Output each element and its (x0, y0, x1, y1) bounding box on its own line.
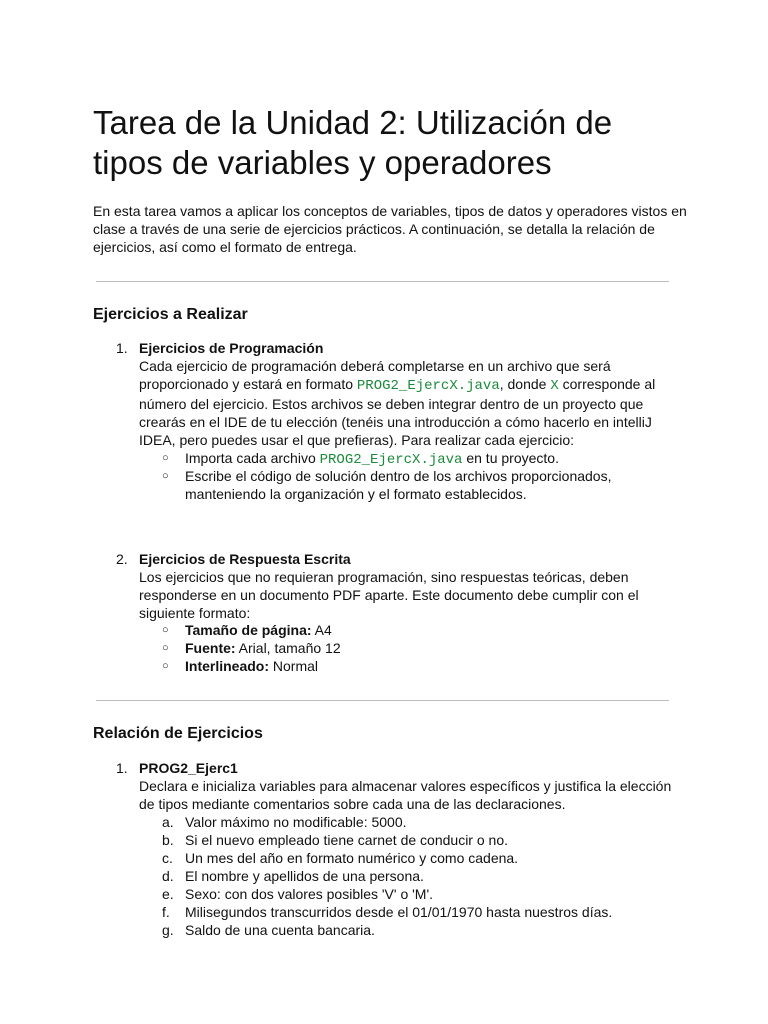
format-label: Tamaño de página: (185, 622, 312, 638)
list-item-programacion (139, 339, 679, 449)
title-line-1: Tarea de la Unidad 2: Utilización de (93, 104, 613, 141)
item-title: PROG2_Ejerc1 (139, 760, 238, 776)
section-heading-relacion: Relación de Ejercicios (93, 725, 263, 742)
format-value: A4 (311, 622, 332, 638)
format-line-spacing (185, 657, 685, 675)
list-letter: e. (162, 886, 174, 902)
item-title: Ejercicios de Programación (139, 340, 324, 356)
hollow-circle-bullet-icon: ○ (162, 624, 169, 636)
code-x: X (550, 378, 559, 394)
horizontal-rule (96, 700, 669, 701)
code-filename: PROG2_EjercX.java (356, 378, 500, 394)
item-text: Los ejercicios que no requieran programación, sino respuestas teóricas, deben responderse en un documento PDF aparte. Este documento debe cumplir con el siguiente formato: (139, 569, 639, 621)
list-item: El nombre y apellidos de una persona. (185, 868, 424, 884)
list-letter: g. (162, 922, 174, 938)
item-text: corresponde al número del ejercicio. Estos archivos se deben integrar dentro de un proyecto que crearás en el IDE de tu elección (tenéis una introducción a cómo hacerlo en intelliJ IDEA, pero puedes usar el que prefieras). Para realizar cada ejercicio: (139, 376, 656, 448)
list-number: 2. (116, 551, 128, 567)
format-font (185, 639, 685, 657)
list-letter: c. (162, 850, 173, 866)
list-item: Valor máximo no modificable: 5000. (185, 814, 407, 830)
section-heading-ejercicios: Ejercicios a Realizar (93, 306, 248, 323)
format-page-size (185, 621, 685, 639)
bullet-text: Importa cada archivo (185, 450, 320, 466)
list-letter: a. (162, 814, 174, 830)
title-line-2: tipos de variables y operadores (93, 144, 552, 181)
intro-paragraph: En esta tarea vamos a aplicar los conceptos de variables, tipos de datos y operadores vistos en clase a través de una serie de ejercicios prácticos. A continuación, se detalla la relación de ejercicios, así como el formato de entrega. (93, 203, 687, 255)
list-number: 1. (116, 340, 128, 356)
hollow-circle-bullet-icon: ○ (162, 470, 169, 482)
bullet-text: en tu proyecto. (462, 450, 559, 466)
format-label: Interlineado: (185, 658, 270, 674)
list-item: Sexo: con dos valores posibles 'V' o 'M'. (185, 886, 434, 902)
list-number: 1. (116, 760, 128, 776)
format-value: Arial, tamaño 12 (235, 640, 341, 656)
list-letter: b. (162, 832, 174, 848)
list-item: Milisegundos transcurridos desde el 01/01/1970 hasta nuestros días. (185, 904, 613, 920)
hollow-circle-bullet-icon: ○ (162, 660, 169, 672)
list-item: Un mes del año en formato numérico y como cadena. (185, 850, 519, 866)
format-label: Fuente: (185, 640, 236, 656)
list-item: Saldo de una cuenta bancaria. (185, 922, 375, 938)
hollow-circle-bullet-icon: ○ (162, 452, 169, 464)
code-filename: PROG2_EjercX.java (319, 452, 463, 468)
sub-bullet-importa (185, 449, 685, 469)
list-letter: d. (162, 868, 174, 884)
sub-bullet-escribe: Escribe el código de solución dentro de los archivos proporcionados, manteniendo la organización y el formato establecidos. (185, 468, 612, 502)
horizontal-rule (96, 281, 669, 282)
page-title (93, 103, 713, 183)
hollow-circle-bullet-icon: ○ (162, 642, 169, 654)
list-item-respuesta-escrita (139, 550, 679, 622)
item-text: , donde (499, 376, 551, 392)
item-title: Ejercicios de Respuesta Escrita (139, 551, 351, 567)
list-letter: f. (162, 904, 170, 920)
item-text: Cada ejercicio de programación deberá completarse en un archivo que será proporcionado y estará en formato (139, 358, 611, 392)
list-item: Si el nuevo empleado tiene carnet de conducir o no. (185, 832, 508, 848)
format-value: Normal (269, 658, 319, 674)
list-item-prog2-ejerc1 (139, 759, 679, 813)
item-text: Declara e inicializa variables para almacenar valores específicos y justifica la elección de tipos mediante comentarios sobre cada una de las declaraciones. (139, 778, 672, 812)
